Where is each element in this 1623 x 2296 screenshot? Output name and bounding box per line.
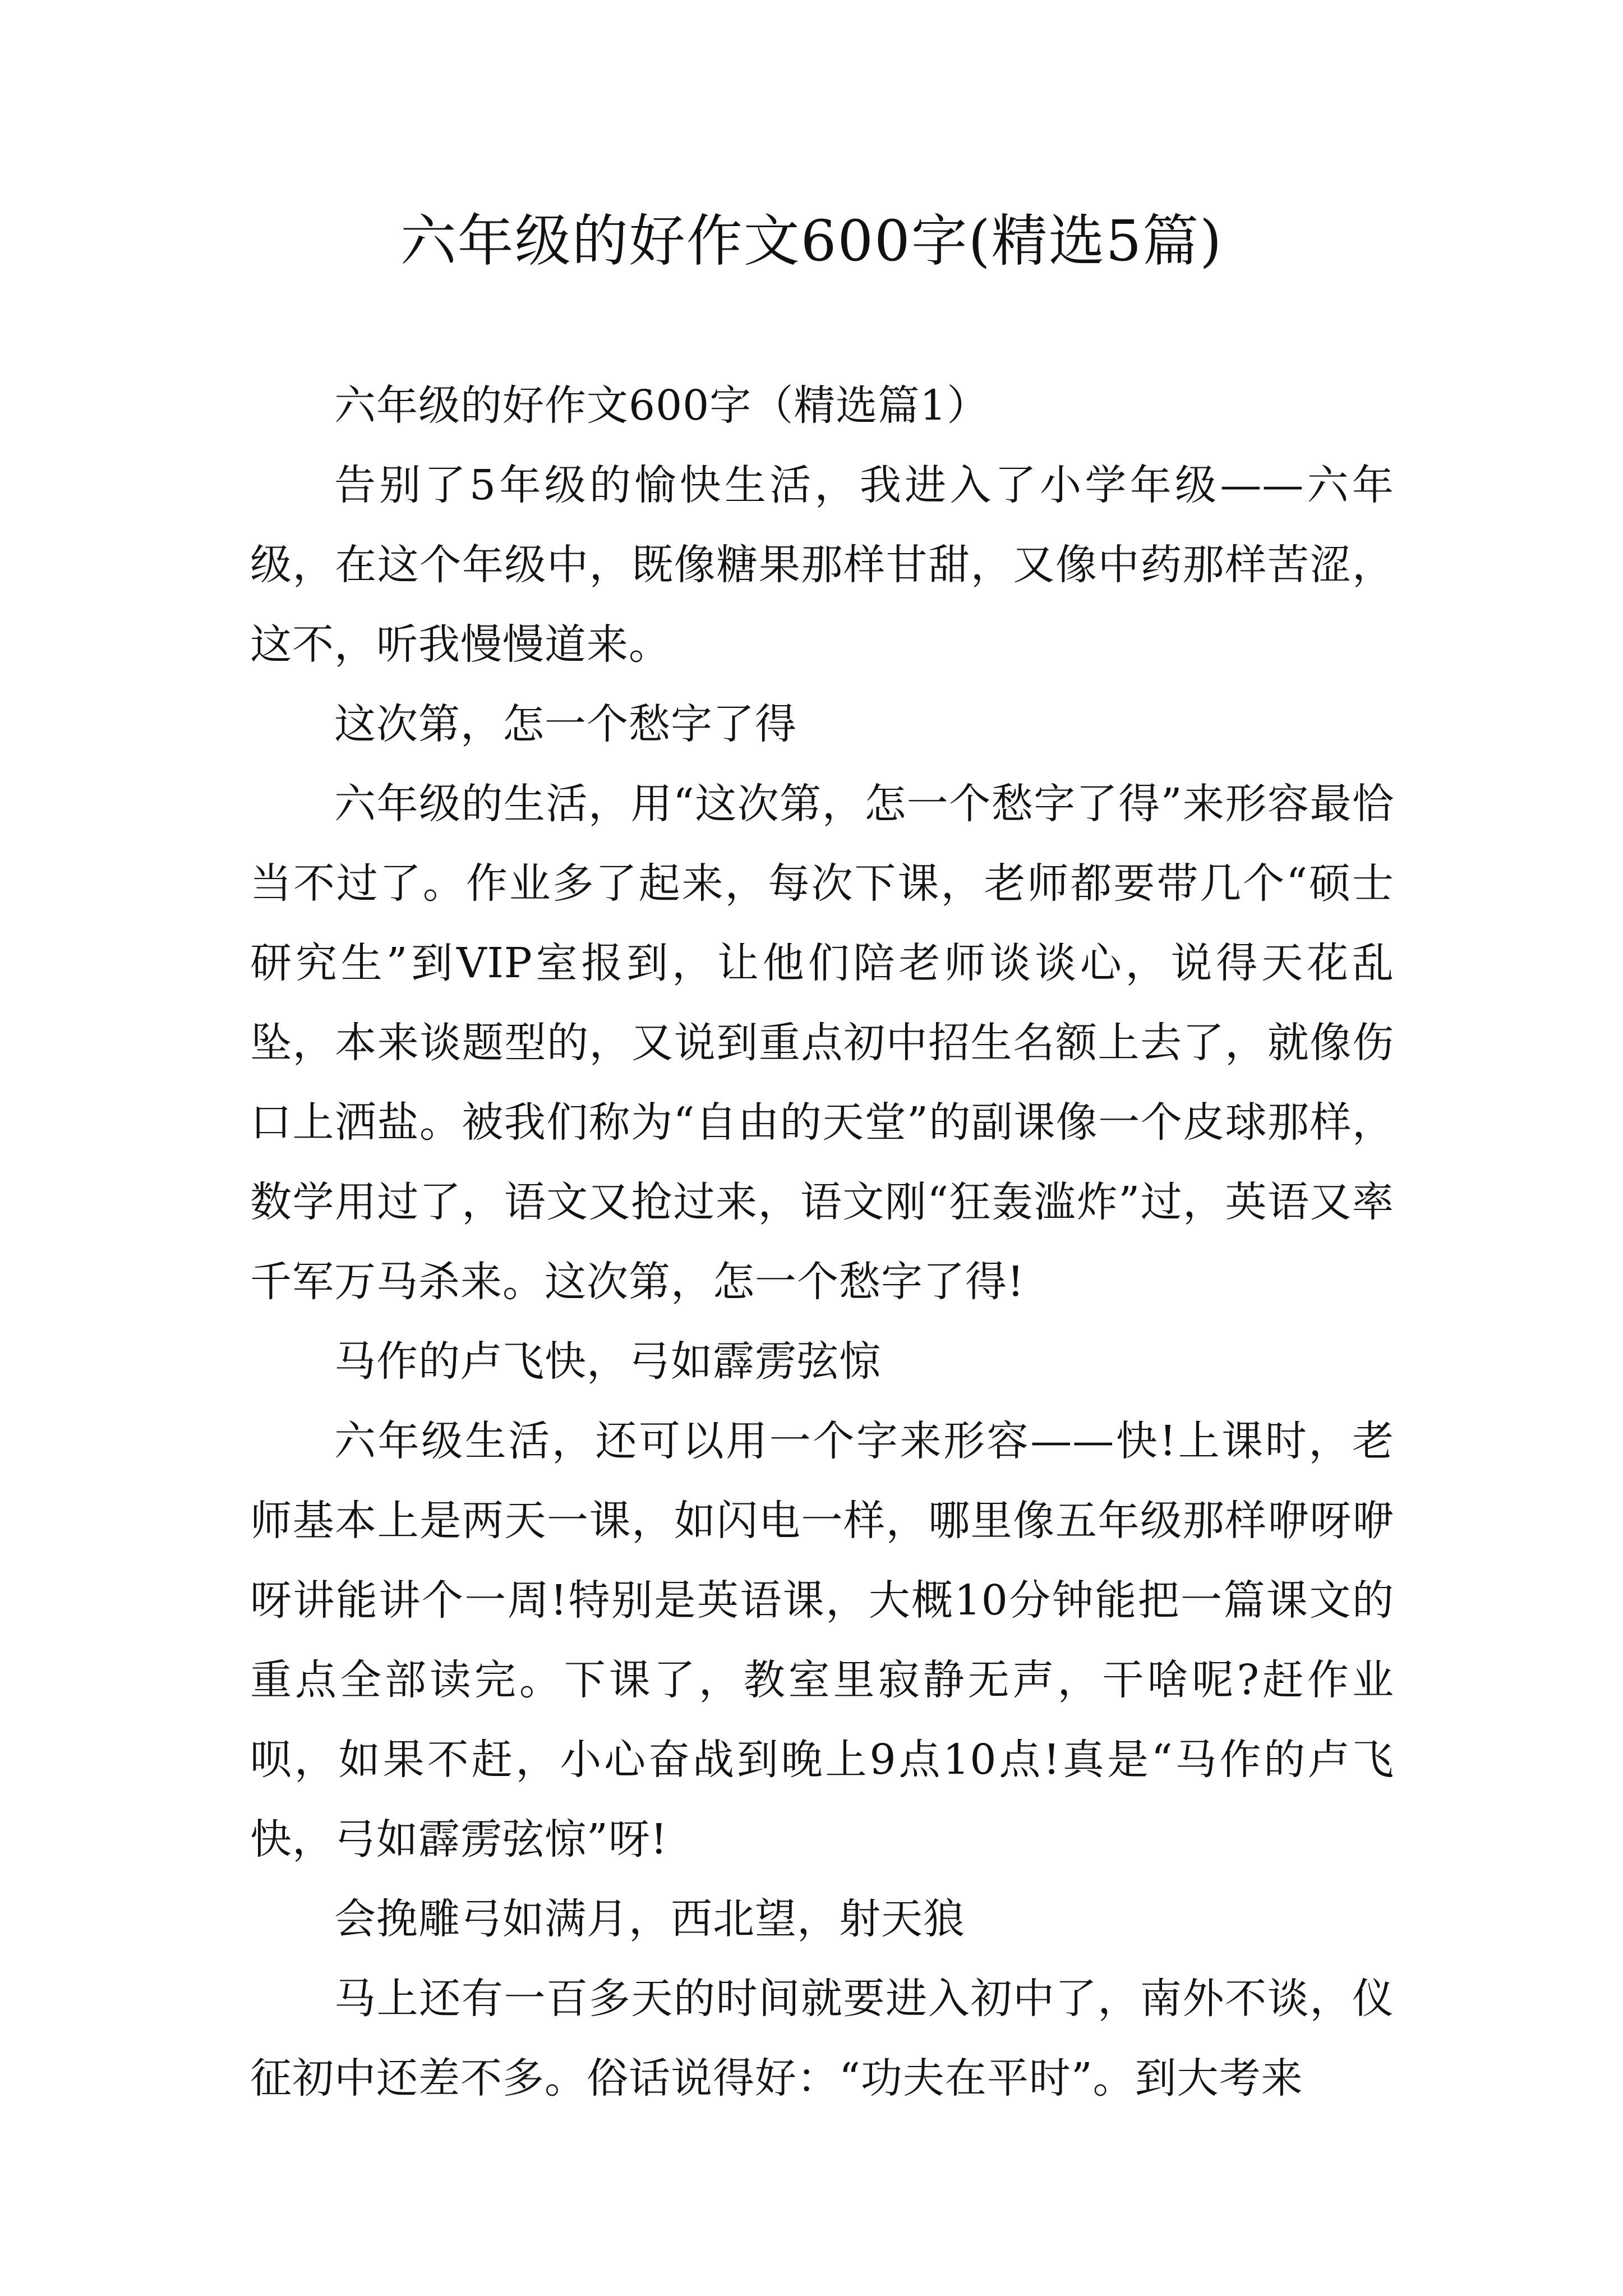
paragraph: 告别了5年级的愉快生活，我进入了小学年级——六年级，在这个年级中，既像糖果那样甘甜，又像中药那样苦涩，这不，听我慢慢道来。 — [250, 461, 1394, 669]
document-body — [250, 366, 1394, 2118]
paragraph: 六年级生活，还可以用一个字来形容——快!上课时，老师基本上是两天一课，如闪电一样，哪里像五年级那样咿呀咿呀讲能讲个一周!特别是英语课，大概10分钟能把一篇课文的重点全部读完。下课了，教室里寂静无声，干啥呢?赶作业呗，如果不赶，小心奋战到晚上9点10点!真是“马作的卢飞快，弓如霹雳弦惊”呀! — [250, 1417, 1394, 1864]
document-title: 六年级的好作文600字(精选5篇) — [400, 208, 1223, 274]
section-heading: 会挽雕弓如满月，西北望，射天狼 — [334, 1895, 965, 1943]
essay-heading: 六年级的好作文600字（精选篇1） — [334, 381, 989, 430]
section-heading: 马作的卢飞快，弓如霹雳弦惊 — [334, 1337, 881, 1386]
section-heading: 这次第，怎一个愁字了得 — [334, 700, 797, 748]
paragraph: 六年级的生活，用“这次第，怎一个愁字了得”来形容最恰当不过了。作业多了起来，每次下课，老师都要带几个“硕士研究生”到VIP室报到，让他们陪老师谈谈心，说得天花乱坠，本来谈题型的，又说到重点初中招生名额上去了，就像伤口上洒盐。被我们称为“自由的天堂”的副课像一个皮球那样，数学用过了，语文又抢过来，语文刚“狂轰滥炸”过，英语又率千军万马杀来。这次第，怎一个愁字了得! — [250, 780, 1394, 1306]
paragraph: 马上还有一百多天的时间就要进入初中了，南外不谈，仪征初中还差不多。俗话说得好：“功夫在平时”。到大考来 — [250, 1975, 1394, 2102]
